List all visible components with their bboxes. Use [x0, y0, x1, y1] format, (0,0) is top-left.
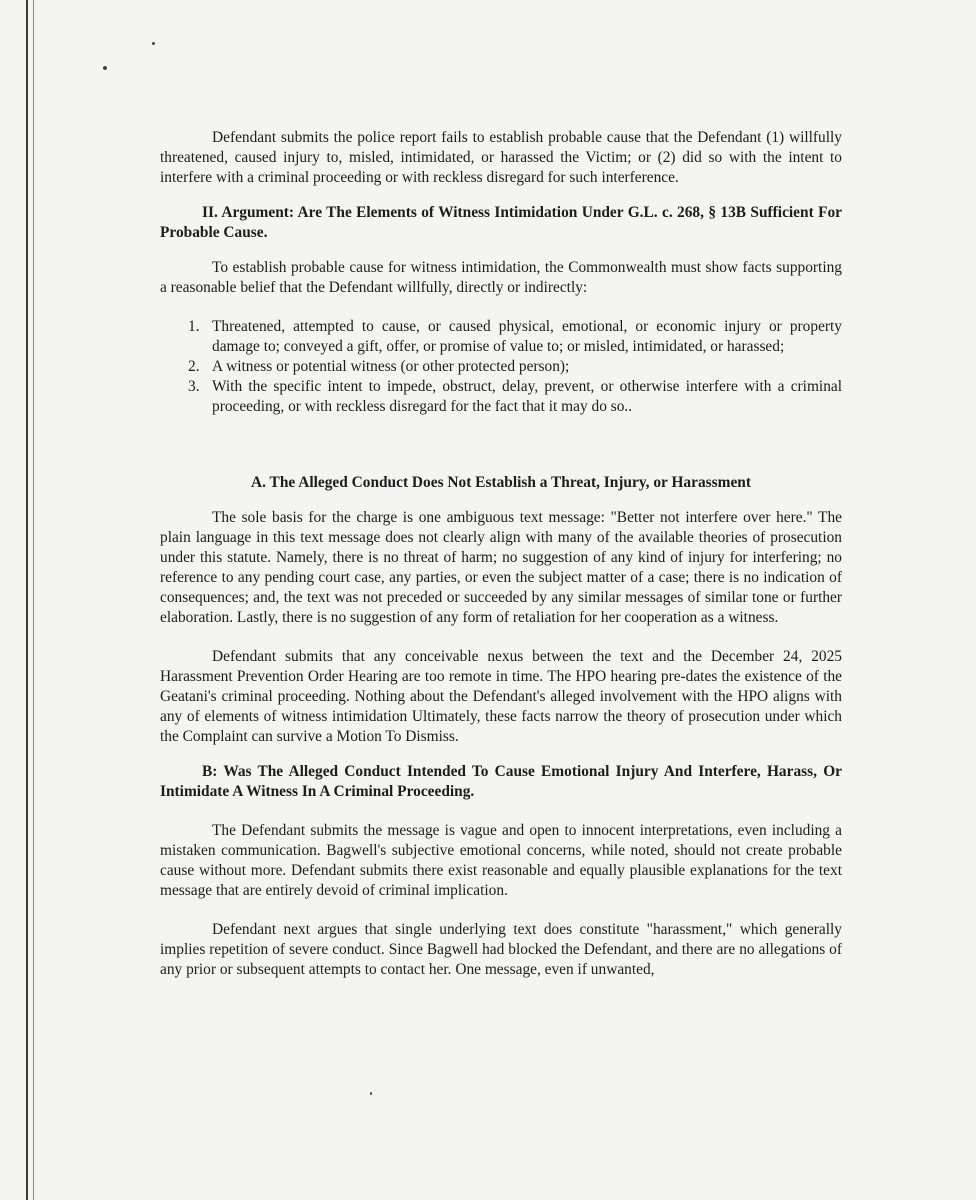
section-b-paragraph-1: The Defendant submits the message is vague and open to innocent interpretations, even including a mistaken communication. Bagwell's subjective emotional concerns, while noted, should not create probable cause without more. Defendant submits there exist reasonable and equally plausible explanations for the text message that are entirely devoid of criminal implication.	[160, 822, 842, 899]
section-a-paragraph-1: The sole basis for the charge is one ambiguous text message: "Better not interfere over here." The plain language in this text message does not clearly align with many of the available theories of prosecution under this statute. Namely, there is no threat of harm; no suggestion of any kind of injury for interfering; no reference to any pending court case, any parties, or even the subject matter of a case; there is no indication of consequences; and, the text was not preceded or succeeded by any similar messages of similar tone or further elaboration. Lastly, there is no suggestion of any form of retaliation for her cooperation as a witness.	[160, 509, 842, 626]
list-item-text: Threatened, attempted to cause, or caused physical, emotional, or economic injury or property damage to; conveyed a gift, offer, or promise of value to; or misled, intimidated, or harassed;	[212, 318, 842, 355]
section-a-paragraph-2: Defendant submits that any conceivable nexus between the text and the December 24, 2025 Harassment Prevention Order Hearing are too remote in time. The HPO hearing pre-dates the existence of the Geatani's criminal proceeding. Nothing about the Defendant's alleged involvement with the HPO aligns with any of elements of witness intimidation Ultimately, these facts narrow the theory of prosecution under which the Complaint can survive a Motion To Dismiss.	[160, 648, 842, 745]
list-item	[160, 377, 842, 417]
list-item-text: A witness or potential witness (or other protected person);	[212, 358, 570, 375]
scan-speck	[103, 66, 107, 70]
section-a-heading: A. The Alleged Conduct Does Not Establish a Threat, Injury, or Harassment	[251, 474, 751, 491]
list-item-number: 2.	[188, 358, 200, 375]
list-item	[160, 357, 842, 377]
list-item-number: 3.	[188, 378, 200, 395]
scan-speck	[370, 1092, 372, 1095]
list-item-text: With the specific intent to impede, obstruct, delay, prevent, or otherwise interfere with a criminal proceeding, or with reckless disregard for the fact that it may do so..	[212, 378, 842, 415]
standard-paragraph: To establish probable cause for witness intimidation, the Commonwealth must show facts supporting a reasonable belief that the Defendant willfully, directly or indirectly:	[160, 259, 842, 296]
list-item-number: 1.	[188, 318, 200, 335]
elements-list	[160, 317, 842, 417]
scan-speck	[152, 42, 155, 45]
section-b-heading: B: Was The Alleged Conduct Intended To Cause Emotional Injury And Interfere, Harass, Or Intimidate A Witness In A Criminal Proceeding.	[160, 763, 842, 800]
document-page	[160, 128, 842, 980]
section-b-paragraph-2: Defendant next argues that single underlying text does constitute "harassment," which generally implies repetition of severe conduct. Since Bagwell had blocked the Defendant, and there are no allegations of any prior or subsequent attempts to contact her. One message, even if unwanted,	[160, 921, 842, 978]
argument-heading: II. Argument: Are The Elements of Witness Intimidation Under G.L. c. 268, § 13B Sufficient For Probable Cause.	[160, 204, 842, 241]
scan-left-border	[26, 0, 28, 1200]
scan-left-border-shadow	[33, 0, 34, 1200]
intro-paragraph: Defendant submits the police report fails to establish probable cause that the Defendant (1) willfully threatened, caused injury to, misled, intimidated, or harassed the Victim; or (2) did so with the intent to interfere with a criminal proceeding or with reckless disregard for such interference.	[160, 129, 842, 186]
list-item	[160, 317, 842, 357]
